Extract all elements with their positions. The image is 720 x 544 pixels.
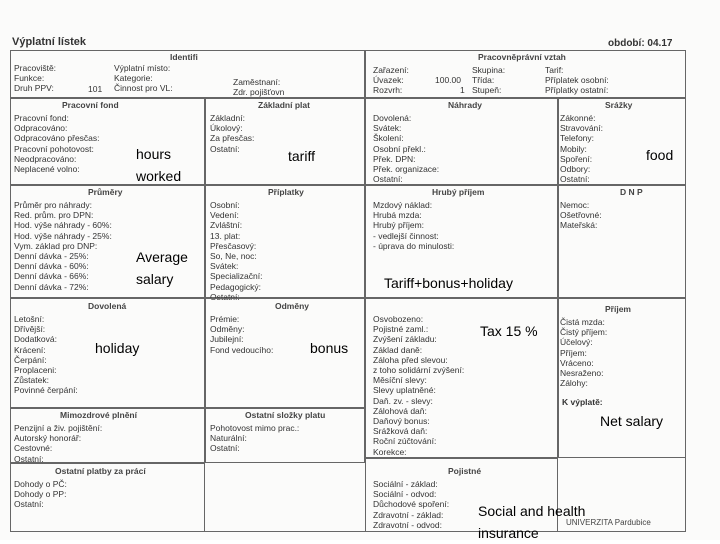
compensation-title: Náhrady	[448, 100, 483, 110]
note-net-salary: Net salary	[600, 413, 664, 429]
holiday-items: Letošní: Dřívější: Dodatková: Krácení: Čerpání: Proplaceni: Zůstatek: Povinné čerpání:	[14, 314, 78, 396]
deductions-items: Zákonné: Stravování: Telefony: Mobily: Spoření: Odbory: Ostatní:	[560, 113, 603, 185]
income-items: Čistá mzda: Čistý příjem: Účelový: Příjem: Vráceno: Nesraženo: Zálohy:	[560, 317, 608, 389]
allowances-items: Osobní: Vedení: Zvláštní: 13. plat: Přesčasový: So, Ne, noc: Svátek: Specializační: Pedagogický: Ostatní:	[210, 200, 263, 302]
note-holiday: holiday	[95, 340, 140, 356]
work-fund-items: Pracovní fond: Odpracováno: Odpracováno přesčas: Pracovní pohotovost: Neodpracováno: Neplacené volno:	[14, 113, 100, 175]
note-food: food	[646, 147, 674, 163]
base-salary-items: Základní: Úkolový: Za přesčas: Ostatní:	[210, 113, 255, 154]
insurance-items: Sociální - základ: Sociální - odvod: Důchodové spoření: Zdravotní - základ: Zdravotní - odvod:	[373, 479, 450, 530]
employment-col3: Tarif: Příplatek osobní: Příplatky ostatní:	[545, 65, 609, 96]
tax-items: Osvobozeno: Pojistné zaml.: Zvýšení základu: Základ daně: Záloha před slevou: z toho solidární zvýšení: Měsíční slevy: Slevy uplatněné: Daň. zv. - slevy: Zálohová daň: Daňový bonus: Srážková daň: Roční zúčtování: Korekce:	[373, 314, 465, 457]
insurance-title: Pojistné	[448, 466, 482, 476]
sick-pay-title: D N P	[620, 187, 643, 197]
rewards-items: Prémie: Odměny: Jubilejní: Fond vedoucího:	[210, 314, 274, 355]
university-footer: UNIVERZITA Pardubice	[566, 518, 651, 527]
work-fund-title: Pracovní fond	[62, 100, 119, 110]
identity-right-labels: Zaměstnaní: Zdr. pojišťovn	[233, 77, 285, 98]
employment-col2: Skupina: Třída: Stupeň:	[472, 65, 506, 96]
gross-income-items: Mzdový náklad: Hrubá mzda: Hrubý příjem: - vedlejší činnost: - úprava do minulosti:	[373, 200, 455, 251]
rewards-title: Odměny	[275, 301, 310, 311]
other-payments-title: Ostatní platby za prácí	[55, 466, 146, 476]
other-salary-items: Pohotovost mimo prac.: Naturální: Ostatní:	[210, 423, 300, 454]
identity-left-labels: Pracoviště: Funkce: Druh PPV:	[14, 63, 57, 94]
uvazek-value: 100.00	[435, 75, 461, 85]
gross-income-title: Hrubý příjem	[432, 187, 485, 197]
note-average-salary: Average salary	[136, 249, 188, 287]
holiday-title: Dovolená	[88, 301, 127, 311]
note-gross: Tariff+bonus+holiday	[384, 275, 513, 291]
identity-title: Identifi	[170, 52, 198, 62]
payout-label: K výplatě:	[562, 397, 603, 407]
employment-col1: Zařazení: Úvazek: Rozvrh:	[373, 65, 409, 96]
note-bonus: bonus	[310, 340, 349, 356]
other-payments-items: Dohody o PČ: Dohody o PP: Ostatní:	[14, 479, 67, 510]
rozvrh-value: 1	[460, 85, 465, 95]
non-wage-items: Penzijní a živ. pojištění: Autorský honorář: Cestovné: Ostatní:	[14, 423, 103, 464]
ppv-number: 101	[88, 84, 103, 94]
averages-items: Průměr pro náhrady: Red. prům. pro DPN: Hod. výše náhrady - 60%: Hod. výše náhrady - 25%: Vym. základ pro DNP: Denní dávka - 25%: Denní dávka - 60%: Denní dávka - 66%: Denní dávka - 72%:	[14, 200, 112, 292]
document-title: Výplatní lístek	[12, 36, 86, 48]
allowances-title: Příplatky	[268, 187, 304, 197]
compensation-items: Dovolená: Svátek: Školení: Osobní překl.: Přek. DPN: Přek. organizace: Ostatní:	[373, 113, 440, 185]
sick-pay-items: Nemoc: Ošetřovné: Mateřská:	[560, 200, 602, 231]
note-tariff: tariff	[288, 148, 315, 164]
note-hours-worked: hours worked	[136, 146, 182, 184]
averages-title: Průměry	[88, 187, 123, 197]
period-label: období: 04.17	[608, 38, 673, 49]
other-salary-title: Ostatní složky platu	[245, 410, 326, 420]
non-wage-title: Mimozdrové plnění	[60, 410, 137, 420]
base-salary-title: Základní plat	[258, 100, 310, 110]
employment-title: Pracovněprávní vztah	[478, 52, 566, 62]
deductions-title: Srážky	[605, 100, 633, 110]
note-insurance: Social and health insurance	[478, 503, 586, 541]
identity-middle-labels: Výplatní místo: Kategorie: Činnost pro VL:	[114, 63, 173, 94]
income-title: Příjem	[605, 304, 631, 314]
note-tax: Tax 15 %	[480, 323, 538, 339]
